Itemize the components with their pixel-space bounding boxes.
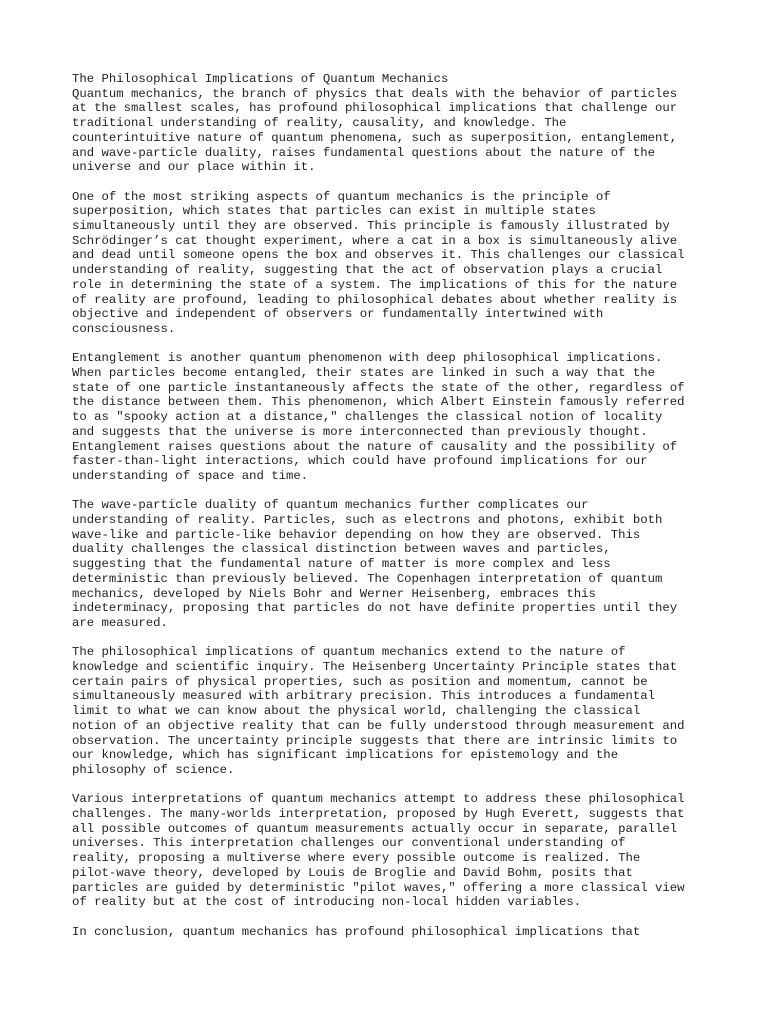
text-line: The philosophical implications of quantum mechanics extend to the nature of — [72, 645, 626, 660]
text-line: When particles become entangled, their states are linked in such a way that the — [72, 366, 655, 381]
text-line: to as "spooky action at a distance," challenges the classical notion of locality — [72, 410, 663, 425]
text-line: of reality but at the cost of introducing non-local hidden variables. — [72, 895, 582, 910]
text-line: Various interpretations of quantum mechanics attempt to address these philosophical — [72, 792, 685, 807]
text-line: Schrödinger’s cat thought experiment, where a cat in a box is simultaneously alive — [72, 233, 678, 248]
text-line: Entanglement raises questions about the nature of causality and the possibility of — [72, 439, 678, 454]
text-line: Quantum mechanics, the branch of physics that deals with the behavior of particles — [72, 86, 678, 101]
text-line: at the smallest scales, has profound philosophical implications that challenge our — [72, 101, 678, 116]
paragraph-6 — [72, 792, 712, 910]
text-line: traditional understanding of reality, causality, and knowledge. The — [72, 116, 567, 131]
text-line: universes. This interpretation challenges our conventional understanding of — [72, 836, 626, 851]
text-line: suggesting that the fundamental nature of matter is more complex and less — [72, 557, 611, 572]
text-line: particles are guided by deterministic "pilot waves," offering a more classical view — [72, 880, 685, 895]
text-line: and wave-particle duality, raises fundamental questions about the nature of the — [72, 145, 655, 160]
text-line: superposition, which states that particles can exist in multiple states — [72, 204, 596, 219]
document-page — [72, 72, 712, 954]
text-line: the distance between them. This phenomenon, which Albert Einstein famously referred — [72, 395, 685, 410]
text-line: The wave-particle duality of quantum mechanics further complicates our — [72, 498, 589, 513]
text-line: faster-than-light interactions, which could have profound implications for our — [72, 454, 648, 469]
text-line: pilot-wave theory, developed by Louis de Broglie and David Bohm, posits that — [72, 865, 633, 880]
text-line: our knowledge, which has significant implications for epistemology and the — [72, 748, 619, 763]
text-line: simultaneously measured with arbitrary precision. This introduces a fundamental — [72, 689, 655, 704]
text-line: universe and our place within it. — [72, 160, 316, 175]
text-line: counterintuitive nature of quantum phenomena, such as superposition, entanglement, — [72, 130, 678, 145]
paragraph-4 — [72, 498, 712, 630]
text-line: wave-like and particle-like behavior depending on how they are observed. This — [72, 527, 641, 542]
text-line: reality, proposing a multiverse where every possible outcome is realized. The — [72, 851, 641, 866]
text-line: of reality are profound, leading to philosophical debates about whether reality is — [72, 292, 678, 307]
text-line: limit to what we can know about the physical world, challenging the classical — [72, 704, 641, 719]
text-line: role in determining the state of a system. The implications of this for the nature — [72, 277, 678, 292]
text-line: duality challenges the classical distinction between waves and particles, — [72, 542, 611, 557]
text-line: understanding of reality. Particles, such as electrons and photons, exhibit both — [72, 513, 663, 528]
text-line: all possible outcomes of quantum measurements actually occur in separate, parallel — [72, 821, 678, 836]
text-line: knowledge and scientific inquiry. The Heisenberg Uncertainty Principle states that — [72, 660, 678, 675]
text-line: are measured. — [72, 615, 168, 630]
text-line: In conclusion, quantum mechanics has profound philosophical implications that — [72, 924, 641, 939]
text-line: philosophy of science. — [72, 762, 235, 777]
paragraph-7 — [72, 925, 712, 940]
text-line: notion of an objective reality that can be fully understood through measurement and — [72, 718, 685, 733]
paragraph-5 — [72, 645, 712, 777]
text-line: objective and independent of observers or fundamentally intertwined with — [72, 307, 604, 322]
paragraph-2 — [72, 190, 712, 337]
text-line: deterministic than previously believed. The Copenhagen interpretation of quantum — [72, 571, 663, 586]
text-line: understanding of space and time. — [72, 468, 309, 483]
text-line: consciousness. — [72, 321, 176, 336]
text-line: certain pairs of physical properties, such as position and momentum, cannot be — [72, 674, 648, 689]
text-line: mechanics, developed by Niels Bohr and Werner Heisenberg, embraces this — [72, 586, 596, 601]
document-title: The Philosophical Implications of Quantum Mechanics — [72, 72, 449, 86]
text-line: state of one particle instantaneously affects the state of the other, regardless of — [72, 380, 685, 395]
text-line: observation. The uncertainty principle suggests that there are intrinsic limits to — [72, 733, 678, 748]
text-line: One of the most striking aspects of quantum mechanics is the principle of — [72, 189, 611, 204]
text-line: and suggests that the universe is more interconnected than previously thought. — [72, 424, 648, 439]
text-line: indeterminacy, proposing that particles do not have definite properties until they — [72, 601, 678, 616]
text-line: and dead until someone opens the box and observes it. This challenges our classical — [72, 248, 685, 263]
text-line: Entanglement is another quantum phenomenon with deep philosophical implications. — [72, 351, 663, 366]
paragraph-3 — [72, 351, 712, 483]
text-line: challenges. The many-worlds interpretation, proposed by Hugh Everett, suggests that — [72, 807, 685, 822]
text-line: simultaneously until they are observed. This principle is famously illustrated by — [72, 219, 670, 234]
text-line: understanding of reality, suggesting that the act of observation plays a crucial — [72, 263, 663, 278]
paragraph-1 — [72, 87, 712, 175]
